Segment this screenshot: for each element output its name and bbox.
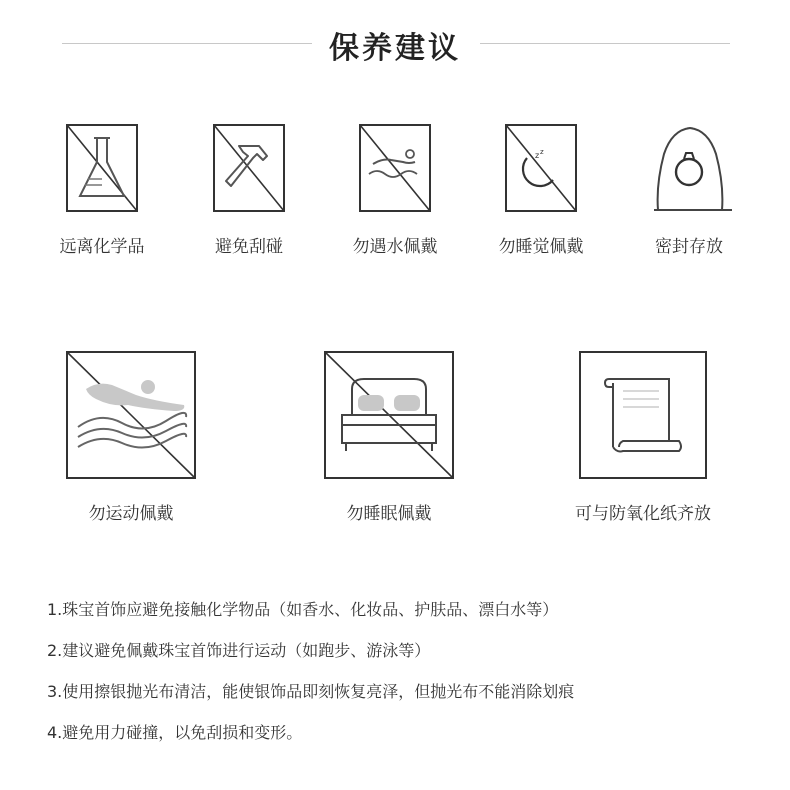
svg-text:z: z [535,151,540,160]
sealed-bag-ring-icon [652,124,736,212]
label-no-water: 勿遇水佩戴 [352,237,438,257]
swimmer-icon [359,124,431,212]
label-avoid-scratch: 避免刮碰 [215,237,283,257]
chemical-flask-icon [66,124,138,212]
bed-icon [324,351,454,479]
label-sealed-storage: 密封存放 [655,237,723,257]
label-no-sleep: 勿睡觉佩戴 [498,237,584,257]
care-note-2: 2.建议避免佩戴珠宝首饰进行运动（如跑步、游泳等） [47,641,431,660]
care-note-4: 4.避免用力碰撞，以免刮损和变形。 [47,723,303,742]
svg-text:z: z [540,148,544,156]
label-no-sport: 勿运动佩戴 [88,504,174,524]
label-no-sleep-wear: 勿睡眠佩戴 [346,504,432,524]
label-with-anti-oxidation-paper: 可与防氧化纸齐放 [575,504,711,524]
care-notes [47,596,767,760]
paper-scroll-icon [579,351,707,479]
label-avoid-chemicals: 远离化学品 [59,237,145,257]
sleep-moon-icon [505,124,577,212]
care-note-3: 3.使用擦银抛光布清洁，能使银饰品即刻恢复亮泽，但抛光布不能消除划痕 [47,682,575,701]
section-header [0,18,790,68]
title-divider-right [480,43,730,44]
page-title: 保养建议 [329,31,461,66]
hammer-icon [213,124,285,212]
swimmer-waves-icon [66,351,196,479]
care-note-1: 1.珠宝首饰应避免接触化学物品（如香水、化妆品、护肤品、漂白水等） [47,600,559,619]
